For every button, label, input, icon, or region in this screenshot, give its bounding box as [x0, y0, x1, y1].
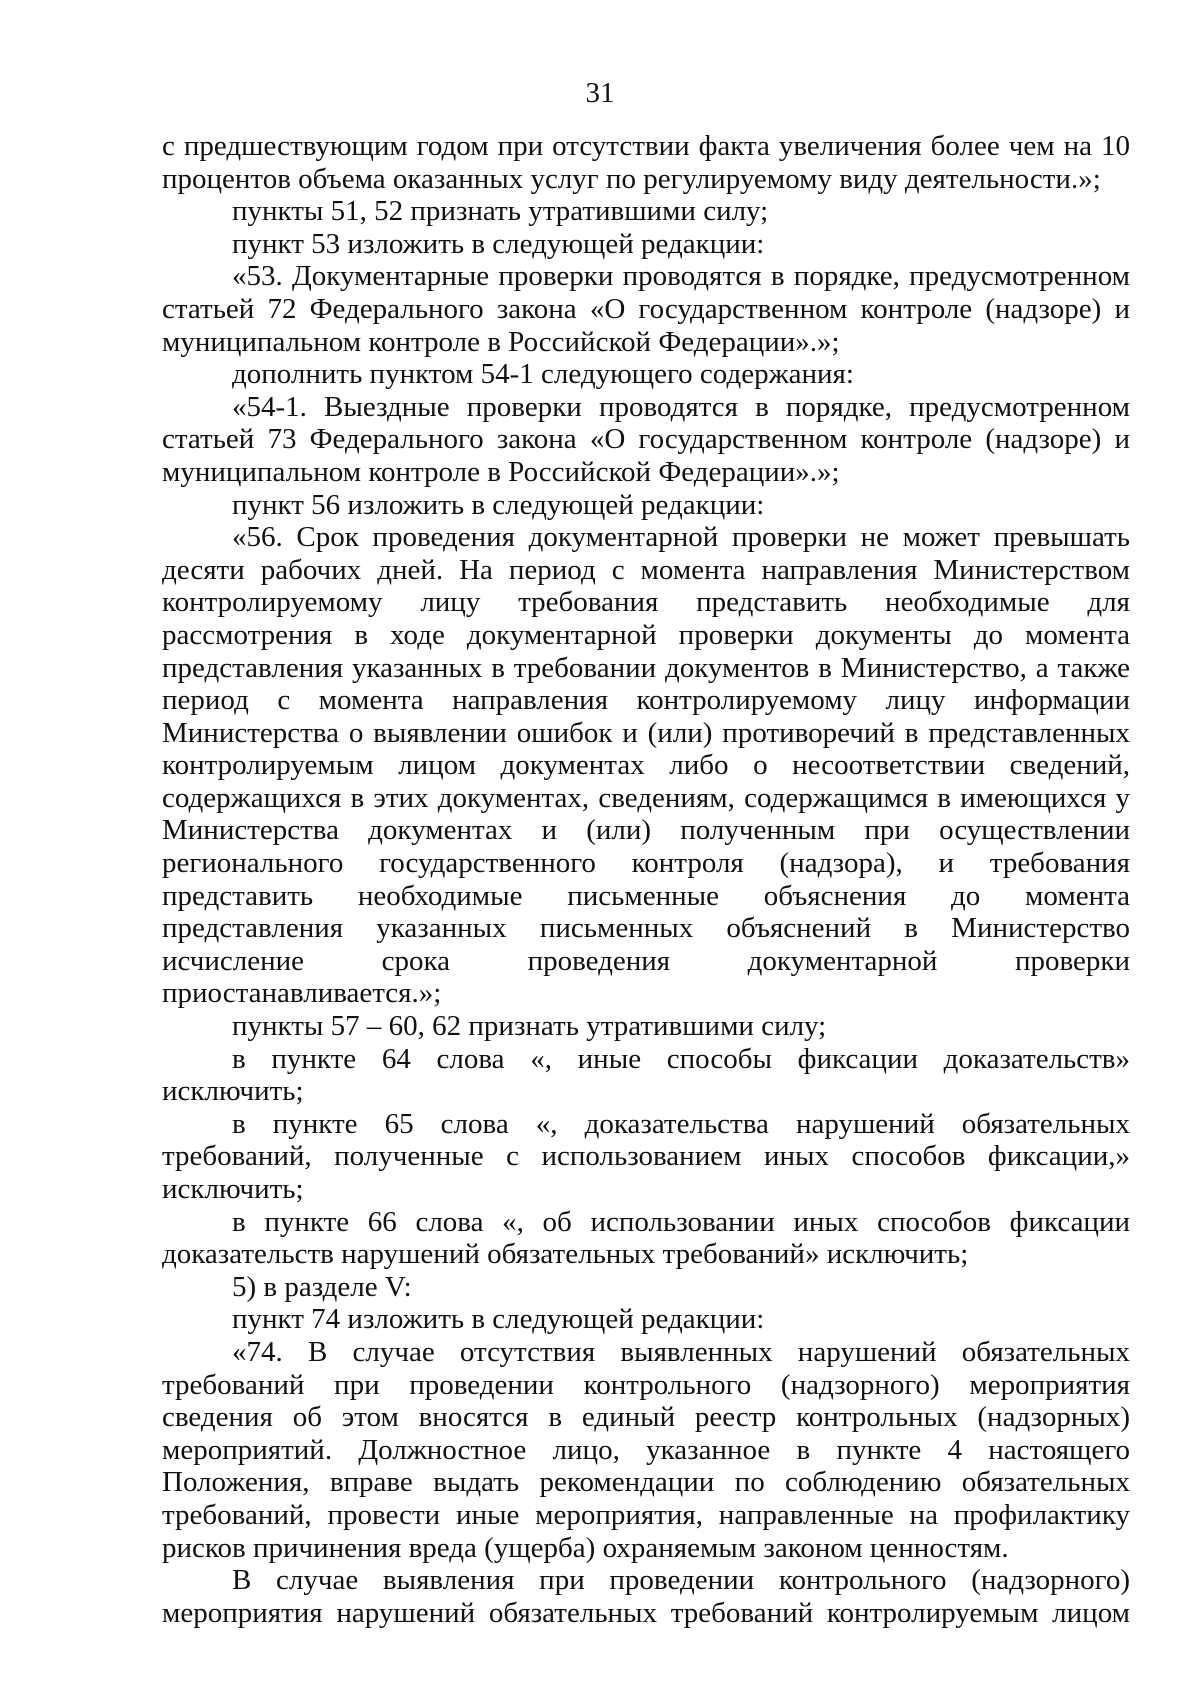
page-number: 31	[585, 77, 615, 109]
paragraph-item-74-continuation: В случае выявления при проведении контрольного (надзорного) мероприятия нарушений обязательных требований контролируемым лицом	[162, 1564, 1130, 1629]
document-body	[162, 130, 1130, 1629]
paragraph-item-64: в пункте 64 слова «, иные способы фиксации доказательств» исключить;	[162, 1042, 1130, 1108]
paragraph-item-74-text: «74. В случае отсутствия выявленных нарушений обязательных требований при проведении контрольного (надзорного) мероприятия сведения об этом вносятся в единый реестр контрольных (надзорных) мероприятий. Должностное лицо, указанное в пункте 4 настоящего Положения, вправе выдать рекомендации по соблюдению обязательных требований, провести иные мероприятия, направленные на профилактику рисков причинения вреда (ущерба) охраняемым законом ценностям.	[162, 1335, 1130, 1564]
paragraph-items-57-62: пункты 57 – 60, 62 признать утратившими силу;	[232, 1010, 827, 1043]
paragraph-item-66: в пункте 66 слова «, об использовании иных способов фиксации доказательств нарушений обязательных требований» исключить;	[162, 1205, 1130, 1271]
paragraph-item-56-intro: пункт 56 изложить в следующей редакции:	[232, 488, 765, 521]
paragraph-item-56-text: «56. Срок проведения документарной проверки не может превышать десяти рабочих дней. На период с момента направления Министерством контролируемому лицу требования представить необходимые для рассмотрения в ходе документарной проверки документы до момента представления указанных в требовании документов в Министерство, а также период с момента направления контролируемому лицу информации Министерства о выявлении ошибок и (или) противоречий в представленных контролируемым лицом документах либо о несоответствии сведений, содержащихся в этих документах, сведениям, содержащимся в имеющихся у Министерства документах и (или) полученным при осуществлении регионального государственного контроля (надзора), и требования представить необходимые письменные объяснения до момента представления указанных письменных объяснений в Министерство исчисление срока проведения документарной проверки приостанавливается.»;	[162, 521, 1130, 1010]
paragraph-item-74-intro: пункт 74 изложить в следующей редакции:	[232, 1303, 765, 1336]
paragraph-items-51-52: пункты 51, 52 признать утратившими силу;	[232, 195, 769, 228]
paragraph-item-53-text: «53. Документарные проверки проводятся в порядке, предусмотренном статьей 72 Федерального закона «О государственном контроле (надзоре) и муниципальном контроле в Российской Федерации».»;	[162, 260, 1130, 358]
paragraph-section-5: 5) в разделе V:	[232, 1270, 412, 1303]
paragraph-item-54-1-text: «54-1. Выездные проверки проводятся в порядке, предусмотренном статьей 73 Федерального закона «О государственном контроле (надзоре) и муниципальном контроле в Российской Федерации».»;	[162, 390, 1130, 488]
paragraph-continuation: с предшествующим годом при отсутствии факта увеличения более чем на 10 процентов объема оказанных услуг по регулируемому виду деятельности.»;	[162, 130, 1130, 195]
paragraph-item-65: в пункте 65 слова «, доказательства нарушений обязательных требований, полученные с использованием иных способов фиксации,» исключить;	[162, 1107, 1130, 1205]
paragraph-item-54-1-intro: дополнить пунктом 54-1 следующего содержания:	[232, 358, 854, 391]
paragraph-item-53-intro: пункт 53 изложить в следующей редакции:	[232, 227, 765, 260]
